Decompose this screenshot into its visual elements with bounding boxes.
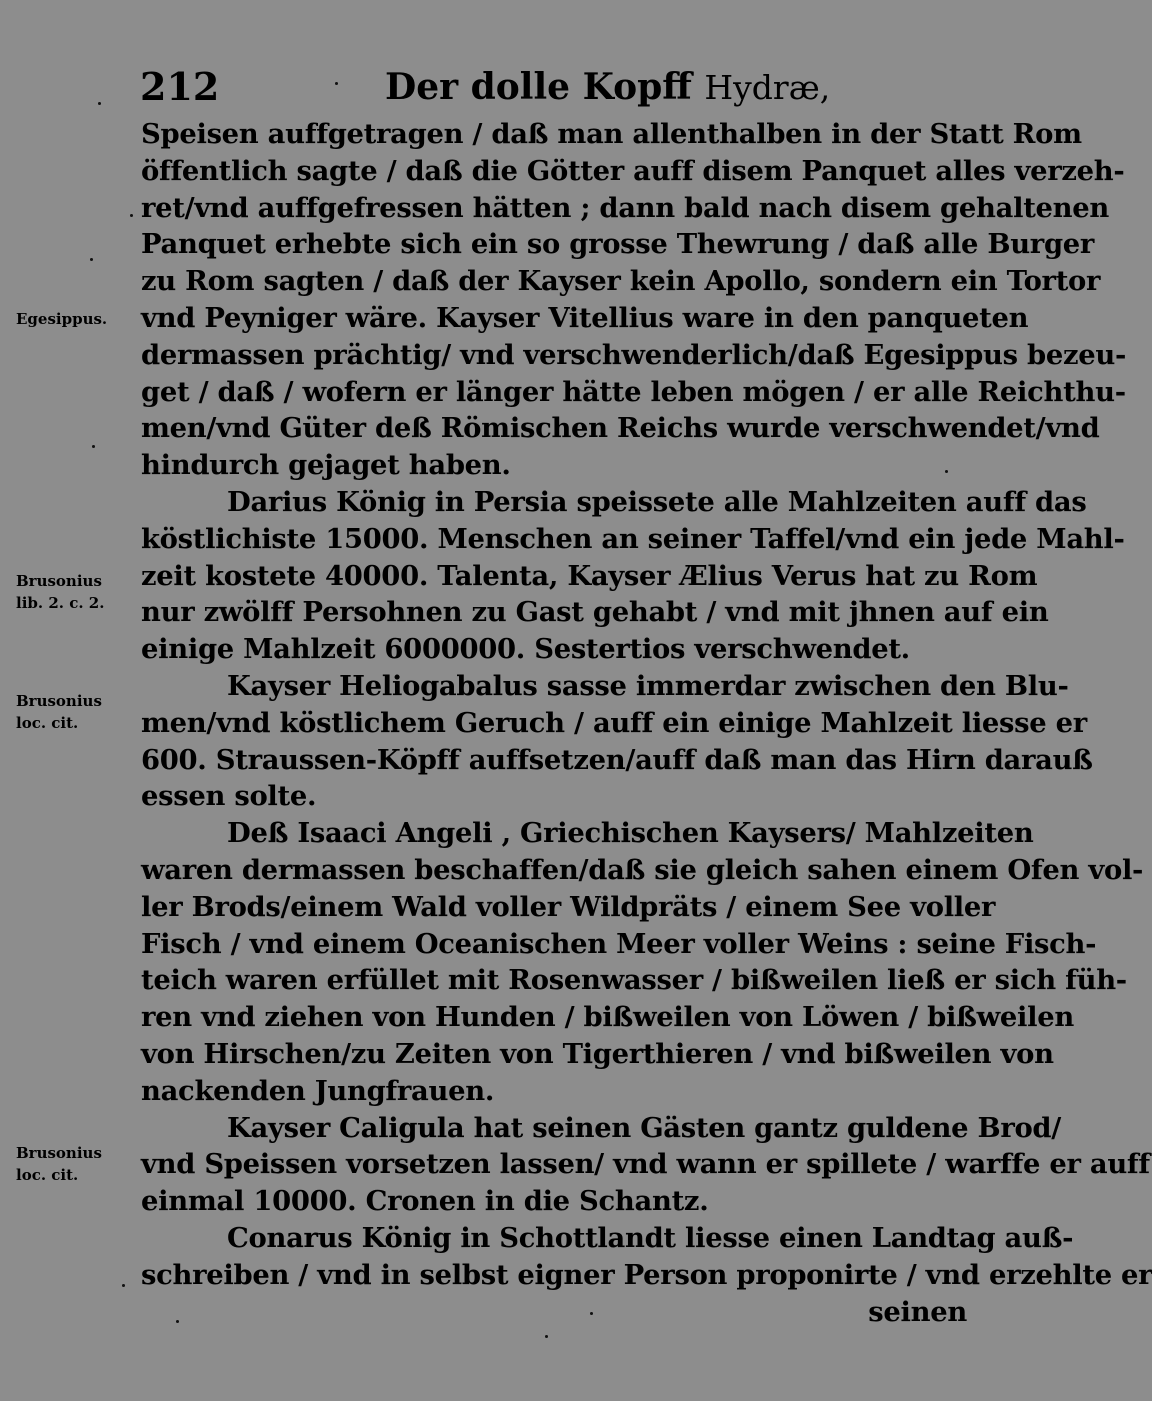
text-line: köstlichiste 15000. Menschen an seiner Taffel/vnd ein jede Mahl- — [141, 522, 1125, 555]
text-line: nur zwölff Persohnen zu Gast gehabt / vnd mit jhnen auf ein — [141, 596, 1049, 629]
text-line: von Hirschen/zu Zeiten von Tigerthieren / vnd bißweilen von — [141, 1037, 1054, 1070]
running-title-text: Der dolle Kopff — [385, 66, 692, 108]
page-number: 212 — [140, 64, 220, 109]
text-line: waren dermassen beschaffen/daß sie gleich sahen einem Ofen vol- — [141, 853, 1144, 886]
text-line: ret/vnd auffgefressen hätten ; dann bald nach disem gehaltenen — [141, 191, 1110, 224]
catchword: seinen — [868, 1295, 967, 1328]
text-line: zeit kostete 40000. Talenta, Kayser Ælius Verus hat zu Rom — [141, 559, 1038, 592]
running-title-latin: Hydræ, — [704, 68, 831, 107]
margin-note-brusonius-1 — [16, 570, 134, 614]
margin-note-line: Brusonius — [16, 1144, 102, 1162]
ink-speck — [92, 445, 95, 448]
margin-note-brusonius-3 — [16, 1142, 134, 1186]
ink-speck — [945, 470, 948, 473]
text-line: men/vnd köstlichem Geruch / auff ein einige Mahlzeit liesse er — [141, 706, 1087, 739]
text-line: hindurch gejaget haben. — [141, 449, 511, 482]
ink-speck — [98, 102, 101, 105]
text-line: nackenden Jungfrauen. — [141, 1074, 495, 1107]
margin-note-line: loc. cit. — [16, 714, 79, 732]
text-line: get / daß / wofern er länger hätte leben mögen / er alle Reichthu- — [141, 375, 1126, 408]
text-line: einige Mahlzeit 6000000. Sestertios verschwendet. — [141, 633, 910, 666]
running-header — [140, 62, 970, 112]
ink-speck — [90, 258, 93, 261]
text-line: teich waren erfüllet mit Rosenwasser / bißweilen ließ er sich füh- — [141, 964, 1127, 997]
ink-speck — [130, 214, 133, 217]
text-line: 600. Straussen-Köpff auffsetzen/auff daß man das Hirn darauß — [141, 743, 1093, 776]
text-line: dermassen prächtig/ vnd verschwenderlich/daß Egesippus bezeu- — [141, 338, 1127, 371]
ink-speck — [590, 1312, 593, 1315]
text-line: men/vnd Güter deß Römischen Reichs wurde verschwendet/vnd — [141, 412, 1100, 445]
ink-speck — [335, 82, 338, 85]
ink-speck — [545, 1335, 548, 1338]
ink-speck — [122, 1284, 125, 1287]
text-line: Fisch / vnd einem Oceanischen Meer voller Weins : seine Fisch- — [141, 927, 1097, 960]
text-line: Deß Isaaci Angeli , Griechischen Kaysers/ Mahlzeiten — [227, 817, 1034, 850]
text-line: vnd Peyniger wäre. Kayser Vitellius ware in den panqueten — [141, 301, 1029, 334]
margin-note-brusonius-2 — [16, 690, 134, 734]
ink-speck — [176, 1320, 179, 1323]
running-title — [385, 62, 830, 113]
margin-note-line: Brusonius — [16, 692, 102, 710]
text-line: Darius König in Persia speissete alle Mahlzeiten auff das — [227, 485, 1087, 518]
margin-note-line: lib. 2. c. 2. — [16, 594, 105, 612]
text-line: Kayser Heliogabalus sasse immerdar zwischen den Blu- — [227, 669, 1069, 702]
body-text — [141, 116, 1152, 1330]
text-line: Kayser Caligula hat seinen Gästen gantz guldene Brod/ — [227, 1111, 1061, 1144]
text-line: Panquet erhebte sich ein so grosse Thewrung / daß alle Burger — [141, 228, 1095, 261]
text-line: ler Brods/einem Wald voller Wildpräts / einem See voller — [141, 890, 996, 923]
text-line: vnd Speissen vorsetzen lassen/ vnd wann er spillete / warffe er auff — [141, 1148, 1150, 1181]
text-line: öffentlich sagte / daß die Götter auff disem Panquet alles verzeh- — [141, 154, 1125, 187]
margin-note-line: Egesippus. — [16, 310, 108, 328]
text-line: schreiben / vnd in selbst eigner Person proponirte / vnd erzehlte er — [141, 1258, 1152, 1291]
text-line: einmal 10000. Cronen in die Schantz. — [141, 1185, 709, 1218]
text-line: zu Rom sagten / daß der Kayser kein Apollo, sondern ein Tortor — [141, 265, 1101, 298]
text-line: ren vnd ziehen von Hunden / bißweilen von Löwen / bißweilen — [141, 1001, 1074, 1034]
margin-note-egesippus — [16, 308, 134, 330]
text-line: Conarus König in Schottlandt liesse einen Landtag auß- — [227, 1221, 1074, 1254]
margin-note-line: loc. cit. — [16, 1166, 79, 1184]
margin-note-line: Brusonius — [16, 572, 102, 590]
text-line: essen solte. — [141, 780, 317, 813]
text-line: Speisen auffgetragen / daß man allenthalben in der Statt Rom — [141, 118, 1082, 150]
